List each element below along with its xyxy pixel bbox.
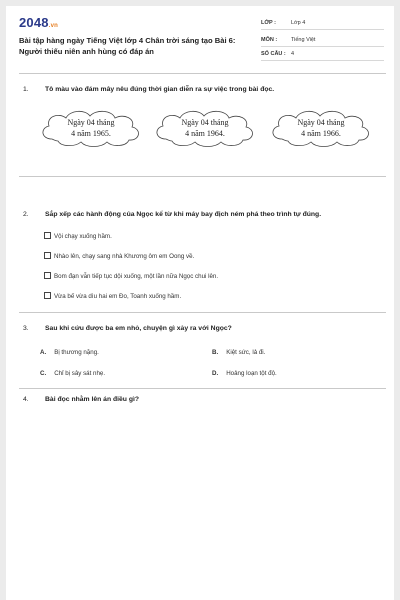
answer-option-c[interactable]: C. Chỉ bị sây sát nhẹ. bbox=[40, 370, 106, 377]
question-divider bbox=[19, 176, 386, 177]
page-title: Bài tập hàng ngày Tiếng Việt lớp 4 Chân trời sáng tạo Bài 6: Người thiếu niên anh hùng có đáp án bbox=[19, 36, 236, 56]
checkbox-icon bbox=[44, 232, 51, 239]
question-divider bbox=[19, 388, 386, 389]
cloud-option-3[interactable]: Ngày 04 tháng 4 năm 1966. bbox=[268, 108, 374, 148]
cloud-option-2[interactable]: Ngày 04 tháng 4 năm 1964. bbox=[152, 108, 258, 148]
answer-option-d[interactable]: D. Hoảng loạn tột độ. bbox=[212, 370, 277, 377]
answer-option-a[interactable]: A. Bị thương nặng. bbox=[40, 349, 99, 356]
sequence-item[interactable]: Bom đạn vẫn tiếp tục dội xuống, một lần nữa Ngọc chui lên. bbox=[44, 272, 218, 280]
sequence-item[interactable]: Nhào lên, chạy sang nhà Khương ôm em Oong về. bbox=[44, 252, 194, 260]
header-divider bbox=[19, 73, 386, 74]
meta-subject: MÔN : Tiếng Việt bbox=[261, 35, 384, 47]
meta-class: LỚP : Lớp 4 bbox=[261, 18, 384, 30]
sequence-item[interactable]: Vừa bế vừa dìu hai em Đo, Toanh xuống hầm. bbox=[44, 292, 181, 300]
checkbox-icon bbox=[44, 292, 51, 299]
answer-option-b[interactable]: B. Kiệt sức, lả đi. bbox=[212, 349, 266, 356]
question-divider bbox=[19, 312, 386, 313]
cloud-option-1[interactable]: Ngày 04 tháng 4 năm 1965. bbox=[38, 108, 144, 148]
checkbox-icon bbox=[44, 252, 51, 259]
worksheet-page: 2048.vn Bài tập hàng ngày Tiếng Việt lớp 4 Chân trời sáng tạo Bài 6: Người thiếu niên anh hùng có đáp án LỚP : Lớp 4 MÔN : Tiếng Việt SỐ CÂU : 4 1. Tô màu vào đám mây nêu đúng thời gian diễn ra sự việc trong bài đọc. Ngày 04 tháng 4 năm 1965. Ngày 04 tháng 4 năm 1964. Ngày 04 tháng 4 năm 1966. 2. Sắp xếp các hành động của Ngọc kể từ khi máy bay địch ném phá theo trình tự đúng. Vội chạy xuống hầm. Nhào lên, chạy sang nhà Khương ôm em Oong về. Bom đạn vẫn tiếp tục dội xuống, một lần nữa Ngọc chui lên. Vừa bế vừa dìu hai em Đo, Toanh xuống hầm. 3. Sau khi cứu được ba em nhỏ, chuyện gì xảy ra với Ngọc? A. Bị thương nặng. B. Kiệt sức, lả đi. C. Chỉ bị sây sát nhẹ. D. Hoảng loạn tột độ. 4. Bài đọc nhằm lên án điều gì? bbox=[6, 6, 394, 600]
sequence-item[interactable]: Vội chạy xuống hầm. bbox=[44, 232, 112, 240]
site-logo[interactable]: 2048.vn bbox=[19, 15, 59, 30]
checkbox-icon bbox=[44, 272, 51, 279]
meta-question-count: SỐ CÂU : 4 bbox=[261, 49, 384, 61]
